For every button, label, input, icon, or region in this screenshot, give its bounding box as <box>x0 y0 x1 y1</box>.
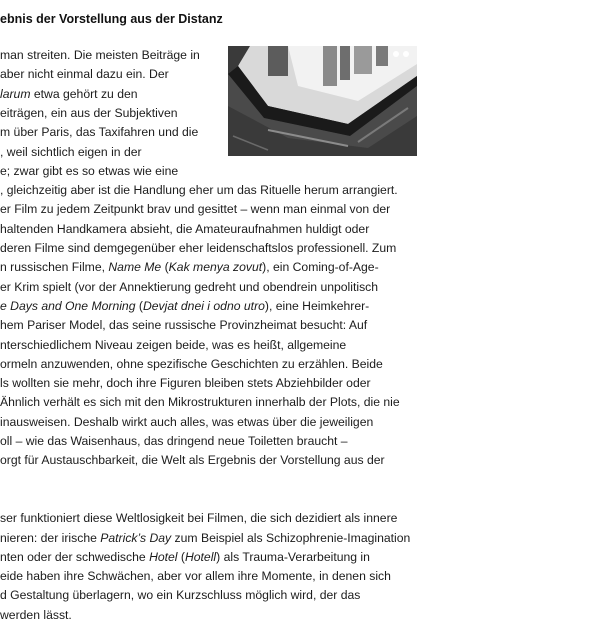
article-line-text: aber nicht einmal dazu ein. Der <box>0 67 169 82</box>
car-sunroof-photo <box>228 46 417 156</box>
article-line-italic: Name Me <box>108 260 162 275</box>
article-line-text: haltenden Handkamera absieht, die Amateuraufnahmen huldigt oder <box>0 221 370 236</box>
article-line <box>0 316 367 335</box>
article-line <box>0 393 400 412</box>
article-line-text: er Film zu jedem Zeitpunkt brav und gesittet – wenn man einmal von der <box>0 202 391 217</box>
article-line-text: eiträgen, ein aus der Subjektiven <box>0 105 178 120</box>
article-line-italic: larum <box>0 86 31 101</box>
article-photo <box>228 46 417 156</box>
article-line <box>0 413 373 432</box>
article-line-text: ormeln anzuwenden, ohne spezifische Geschichten zu erzählen. Beide <box>0 356 383 371</box>
article-line-text: ( <box>135 298 143 313</box>
article-line <box>0 548 370 567</box>
article-line <box>0 181 398 200</box>
article-line-text: ) als Trauma-Verarbeitung in <box>216 549 370 564</box>
article-line <box>0 200 390 219</box>
article-line-italic: Devjat dnei i odno utro <box>142 298 265 313</box>
article-line <box>0 432 348 451</box>
article-line-text: ), eine Heimkehrer- <box>264 298 370 313</box>
article-line <box>0 143 142 162</box>
article-line-italic: Patrick’s Day <box>100 530 172 545</box>
article-line-text: etwa gehört zu den <box>30 86 138 101</box>
article-line-text: ls wollten sie mehr, doch ihre Figuren bleiben stets Abziehbilder oder <box>0 376 371 391</box>
article-line <box>0 239 396 258</box>
article-line <box>0 606 72 625</box>
article-line <box>0 336 346 355</box>
article-line <box>0 123 198 142</box>
article-line-text: ), ein Coming-of-Age- <box>262 260 379 275</box>
article-line-italic: e Days and One Morning <box>0 298 136 313</box>
article-line <box>0 586 360 605</box>
article-line <box>0 65 169 84</box>
article-line-text: nterschiedlichem Niveau zeigen beide, was es heißt, allgemeine <box>0 337 347 352</box>
article-line <box>0 567 391 586</box>
article-line-text: werden lässt. <box>0 607 72 622</box>
article-line-text: hem Pariser Model, das seine russische Provinzheimat besucht: Auf <box>0 318 368 333</box>
article-line-italic: Kak menya zovut <box>168 260 263 275</box>
article-line <box>0 162 178 181</box>
article-line <box>0 451 385 470</box>
article-line-text: zum Beispiel als Schizophrenie-Imagination <box>171 530 411 545</box>
article-line <box>0 220 369 239</box>
article-line-text: m über Paris, das Taxifahren und die <box>0 125 199 140</box>
article-line-text: oll – wie das Waisenhaus, das dringend neue Toiletten braucht – <box>0 434 348 448</box>
article-line <box>0 297 369 316</box>
article-line-text: er Krim spielt (vor der Annektierung gedreht und obendrein unpolitisch <box>0 279 379 294</box>
article-line <box>0 374 371 393</box>
article-line-italic: Hotel <box>149 549 178 564</box>
article-line-text: nieren: der irische <box>0 530 101 545</box>
article-line-text: eide haben ihre Schwächen, aber vor allem ihre Momente, in denen sich <box>0 569 391 584</box>
article-line-text: ( <box>161 260 169 275</box>
article-line <box>0 85 138 104</box>
article-line <box>0 509 397 528</box>
article-line <box>0 46 200 65</box>
article-heading: ebnis der Vorstellung aus der Distanz <box>0 12 223 26</box>
article-line-text: ser funktioniert diese Weltlosigkeit bei Filmen, die sich dezidiert als innere <box>0 511 398 526</box>
article-line <box>0 529 410 548</box>
article-line-text: orgt für Austauschbarkeit, die Welt als Ergebnis der Vorstellung aus der <box>0 453 385 468</box>
article-line <box>0 258 379 277</box>
article-line <box>0 104 178 123</box>
article-line <box>0 355 383 374</box>
article-line <box>0 278 378 297</box>
article-line-text: d Gestaltung überlagern, wo ein Kurzschluss möglich wird, der das <box>0 588 361 603</box>
article-line-text: , weil sichtlich eigen in der <box>0 144 142 159</box>
article-line-italic: Hotell <box>184 549 217 564</box>
article-line-text: ( <box>177 549 185 564</box>
article-line-text: nten oder der schwedische <box>0 549 150 564</box>
article-line-text: Ähnlich verhält es sich mit den Mikrostrukturen innerhalb der Plots, die nie <box>0 395 400 410</box>
article-line-text: man streiten. Die meisten Beiträge in <box>0 48 200 62</box>
article-line-text: inausweisen. Deshalb wirkt auch alles, was etwas über die jeweiligen <box>0 414 374 429</box>
article-line-text: e; zwar gibt es so etwas wie eine <box>0 163 179 178</box>
article-line-text: , gleichzeitig aber ist die Handlung eher um das Rituelle herum arrangiert. <box>0 183 398 198</box>
article-line-text: deren Filme sind demgegenüber eher leidenschaftslos professionell. Zum <box>0 241 397 255</box>
article-line-text: n russischen Filme, <box>0 260 109 275</box>
